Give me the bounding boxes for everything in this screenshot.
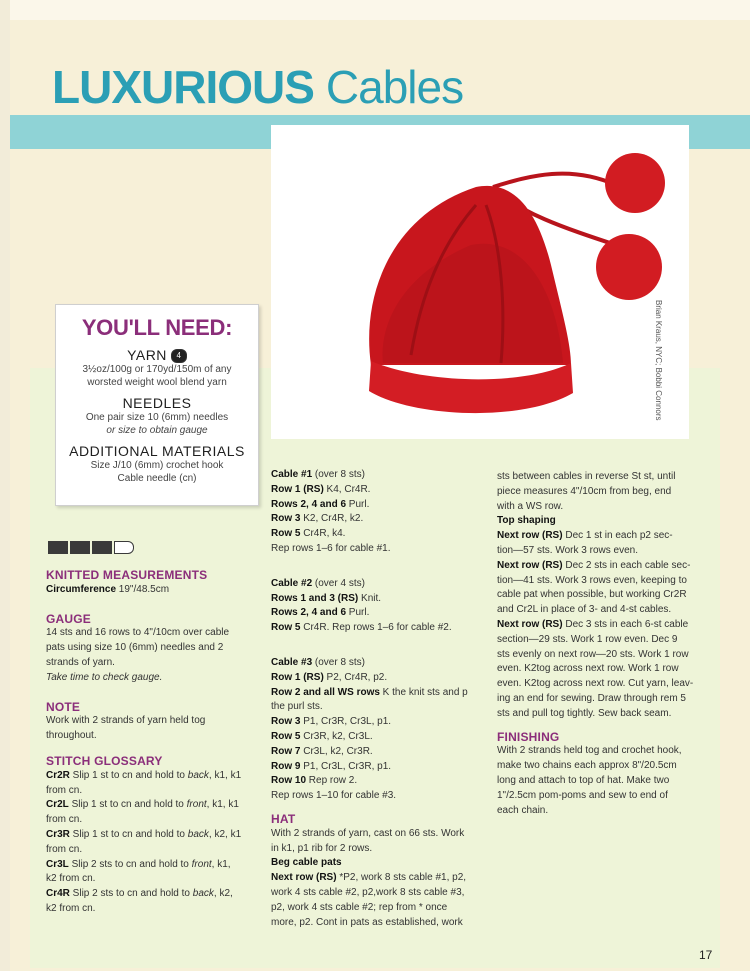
intro-line: with a WS row. [497,500,564,512]
circumference-label: Circumference [46,583,117,595]
finishing-line: make two chains each approx 8"/20.5cm [497,760,677,772]
column-1 [46,568,261,917]
cable3-row: Row 1 (RS) P2, Cr4R, p2. [271,671,388,683]
title-light: Cables [325,61,464,113]
shaping-row: Next row (RS) Dec 2 sts in each cable sec- [497,559,691,571]
shaping-row: Next row (RS) Dec 1 st in each p2 sec- [497,530,673,542]
cable3-row: Row 3 P1, Cr3R, Cr3L, p1. [271,716,392,728]
cable3-ws-row: Row 2 and all WS rows K the knit sts and p [271,686,468,698]
youll-need-title: YOU'LL NEED: [81,315,233,340]
cable2-row: Rows 2, 4 and 6 Purl. [271,607,370,619]
cable3-row: Row 7 Cr3L, k2, Cr3R. [271,745,373,757]
shaping-line: sts and pull tog tightly. Sew back seam. [497,707,672,719]
page-title [52,56,463,118]
gauge-note: Take time to check gauge. [46,671,163,683]
needles-line: One pair size 10 (6mm) needles [85,412,229,424]
glossary-entry: Cr2R Slip 1 st to cn and hold to back, k1, k1 [46,769,242,781]
cable3-row: Row 9 P1, Cr3L, Cr3R, p1. [271,760,392,772]
materials-line-1: Size J/10 (6mm) crochet hook [90,460,224,472]
circumference-value: 19"/48.5cm [116,583,170,595]
yarn-line-1: 3½oz/100g or 170yd/150m of any [82,364,232,376]
cable2-row: Row 5 Cr4R. Rep rows 1–6 for cable #2. [271,622,452,634]
shaping-row: Next row (RS) Dec 3 sts in each 6-st cable [497,618,689,630]
measurements-heading: KNITTED MEASUREMENTS [46,568,208,582]
cable1-repeat: Rep rows 1–6 for cable #1. [271,542,391,554]
shaping-line: and Cr2L in place of 3- and 4-st cables. [497,604,672,616]
skill-bar-2 [70,541,90,554]
hat-line-1: With 2 strands of yarn, cast on 66 sts. Work [271,827,465,839]
next-row: Next row (RS) *P2, work 8 sts cable #1, p2, [271,872,467,884]
skill-bar-4 [114,541,134,554]
hat-line-2: in k1, p1 rib for 2 rows. [271,842,373,854]
shaping-line: tion—57 sts. Work 3 rows even. [497,544,638,556]
finishing-line: long and attach to top of hat. Make two [497,774,670,786]
note-heading: NOTE [46,699,81,714]
yarn-weight-icon: 4 [171,349,187,363]
glossary-heading: STITCH GLOSSARY [46,753,163,768]
skill-level-meter [48,541,134,554]
youll-need-box [55,304,259,506]
gauge-line-1: 14 sts and 16 rows to 4"/10cm over cable [46,627,230,639]
finishing-heading: FINISHING [497,729,560,744]
yarn-heading [56,347,258,363]
cable3-row: Row 5 Cr3R, k2, Cr3L. [271,730,373,742]
cable1-row: Row 5 Cr4R, k4. [271,528,346,540]
cable3-heading: Cable #3 (over 8 sts) [271,656,365,668]
glossary-entry: Cr3L Slip 2 sts to cn and hold to front, k1, [46,858,231,870]
glossary-entry: Cr2L Slip 1 st to cn and hold to front, k1, k1 [46,799,239,811]
glossary-entry-cont: from cn. [46,843,83,855]
materials-heading: ADDITIONAL MATERIALS [69,443,245,460]
cable3-ws-row-cont: the purl sts. [271,701,323,713]
intro-line: piece measures 4"/10cm from beg, end [497,485,672,497]
shaping-line: section—29 sts. Work 1 row even. Dec 9 [497,633,678,645]
cable3-repeat: Rep rows 1–10 for cable #3. [271,790,397,802]
photo-credit: Brian Kraus, NYC; Bobbi Connors [654,300,663,421]
gauge-line-2: pats using size 10 (6mm) needles and 2 [46,642,224,654]
column-3 [497,470,712,818]
cable1-row: Row 3 K2, Cr4R, k2. [271,513,364,525]
note-line-1: Work with 2 strands of yarn held tog [46,715,206,727]
shaping-line: even. K2tog across next row. Work 1 row [497,663,679,675]
top-strip [0,0,750,20]
cable3-row: Row 10 Rep row 2. [271,775,358,787]
next-row-line: more, p2. Cont in pats as established, work [271,916,463,928]
beg-cable-heading: Beg cable pats [271,857,342,869]
finishing-line: 1"/2.5cm pom-poms and sew to end of [497,789,668,801]
needles-heading: NEEDLES [122,395,192,412]
cable1-row: Rows 2, 4 and 6 Purl. [271,498,370,510]
shaping-line: sts evenly on next row—20 sts. Work 1 row [497,648,689,660]
shaping-line: even. K2tog across next row. Cut yarn, leav- [497,678,694,690]
yarn-line-2: worsted weight wool blend yarn [87,377,227,389]
hat-photo [271,125,689,439]
skill-bar-3 [92,541,112,554]
yarn-heading-text: YARN [127,347,167,363]
top-shaping-heading: Top shaping [497,515,556,527]
next-row-line: p2, work 4 sts cable #2; rep from * once [271,901,448,913]
page-number: 17 [699,948,713,962]
needles-gauge-note: or size to obtain gauge [106,425,208,437]
glossary-entry-cont: k2 from cn. [46,902,96,914]
glossary-entry-cont: from cn. [46,784,83,796]
shaping-line: ing an end for sewing. Draw through rem 5 [497,692,686,704]
cable1-row: Row 1 (RS) K4, Cr4R. [271,483,371,495]
gauge-line-3: strands of yarn. [46,656,115,668]
finishing-line: With 2 strands held tog and crochet hook, [497,745,682,757]
finishing-line: each chain. [497,804,549,816]
intro-line: sts between cables in reverse St st, until [497,471,676,482]
glossary-entry: Cr4R Slip 2 sts to cn and hold to back, k2, [46,888,233,900]
skill-bar-1 [48,541,68,554]
glossary-entry-cont: from cn. [46,814,83,826]
red-cable-hat-image [271,125,689,439]
column-2 [271,468,486,930]
title-bold: LUXURIOUS [52,61,314,113]
hat-heading: HAT [271,811,296,826]
cable1-heading: Cable #1 (over 8 sts) [271,469,365,480]
gauge-heading: GAUGE [46,611,92,626]
shaping-line: cable pat when possible, but working Cr2R [497,589,687,601]
left-margin [0,0,10,971]
glossary-entry: Cr3R Slip 1 st to cn and hold to back, k2, k1 [46,828,242,840]
glossary-entry-cont: k2 from cn. [46,873,96,885]
materials-line-2: Cable needle (cn) [117,473,197,485]
cable2-heading: Cable #2 (over 4 sts) [271,577,365,589]
cable2-row: Rows 1 and 3 (RS) Knit. [271,592,382,604]
next-row-line: work 4 sts cable #2, p2,work 8 sts cable #3, [271,886,465,898]
note-line-2: throughout. [46,730,97,742]
shaping-line: tion—41 sts. Work 3 rows even, keeping to [497,574,687,586]
circumference-line [46,583,261,598]
